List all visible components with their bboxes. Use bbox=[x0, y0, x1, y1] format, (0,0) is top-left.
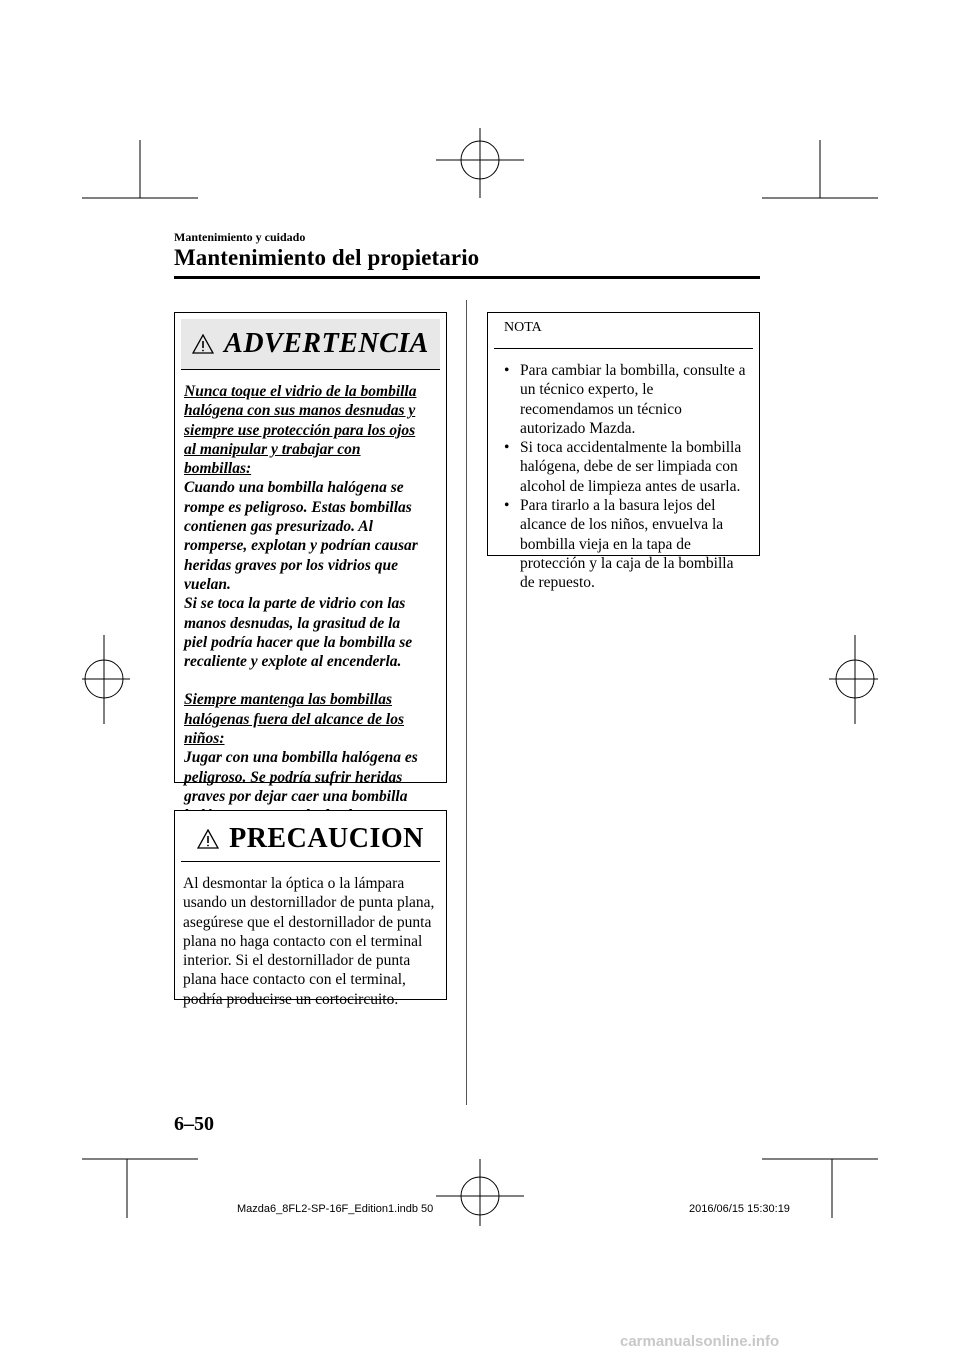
warning-heading-1: Nunca toque el vidrio de la bombilla halógena con sus manos desnudas y siempre use protección para los ojos al manipular y trabajar con bombillas: bbox=[184, 383, 417, 478]
bullet-icon: • bbox=[504, 439, 510, 457]
warning-header bbox=[181, 319, 440, 370]
note-label: NOTA bbox=[504, 320, 542, 335]
warning-heading-2: Siempre mantenga las bombillas halógenas fuera del alcance de los niños: bbox=[184, 691, 404, 748]
warning-triangle-icon bbox=[197, 829, 219, 849]
warning-body bbox=[175, 370, 446, 845]
registration-mark-left bbox=[82, 635, 130, 724]
note-item: • Para cambiar la bombilla, consulte a un técnico experto, le recomendamos un técnico autorizado Mazda. bbox=[504, 362, 746, 437]
note-list bbox=[488, 349, 759, 593]
caution-header bbox=[181, 817, 440, 862]
warning-text-3: Jugar con una bombilla halógena es peligroso. Se podría sufrir heridas graves por dejar caer una bombilla bbox=[184, 749, 418, 805]
title-rule bbox=[174, 276, 760, 279]
column-divider bbox=[466, 300, 467, 1105]
warning-text-2: Si se toca la parte de vidrio con las manos desnudas, la grasitud de la piel podría hacer que la bombilla se recaliente y explote al encenderla. bbox=[184, 595, 413, 671]
warning-triangle-icon bbox=[192, 334, 214, 354]
registration-mark-top bbox=[436, 128, 524, 198]
bullet-icon: • bbox=[504, 497, 510, 515]
warning-title: ADVERTENCIA bbox=[224, 328, 429, 359]
warning-text-1: Cuando una bombilla halógena se rompe es peligroso. Estas bombillas contienen gas presurizado. Al romperse, explotan y podrían causar heridas graves por los vidrios que vuelan. bbox=[184, 479, 418, 593]
caution-title: PRECAUCION bbox=[229, 823, 424, 854]
footer-timestamp: 2016/06/15 15:30:19 bbox=[689, 1203, 790, 1215]
footer-filename: Mazda6_8FL2-SP-16F_Edition1.indb 50 bbox=[237, 1203, 434, 1215]
note-box bbox=[487, 312, 760, 592]
note-item: • Para tirarlo a la basura lejos del alcance de los niños, envuelva la bombilla vieja en la tapa de protección y la caja de la bombilla de repuesto. bbox=[504, 497, 734, 592]
watermark: carmanualsonline.info bbox=[620, 1333, 780, 1350]
page-number: 6–50 bbox=[174, 1113, 214, 1135]
bullet-icon: • bbox=[504, 362, 510, 379]
caution-box bbox=[174, 810, 447, 1008]
warning-box bbox=[174, 312, 447, 805]
note-item: • Si toca accidentalmente la bombilla halógena, debe de ser limpiada con alcohol de limpieza antes de usarla. bbox=[504, 439, 742, 495]
caution-text: Al desmontar la óptica o la lámpara usando un destornillador de punta plana, asegúrese que el destornillador de punta plana no haga contacto con el terminal interior. Si el destornillador de punta plana hace contacto con el terminal, podría producirse un cortocircuito. bbox=[183, 875, 435, 1008]
registration-mark-right bbox=[829, 635, 878, 724]
page-title: Mantenimiento del propietario bbox=[174, 245, 480, 270]
registration-mark-bottom bbox=[436, 1159, 524, 1226]
section-subtitle: Mantenimiento y cuidado bbox=[174, 230, 306, 244]
